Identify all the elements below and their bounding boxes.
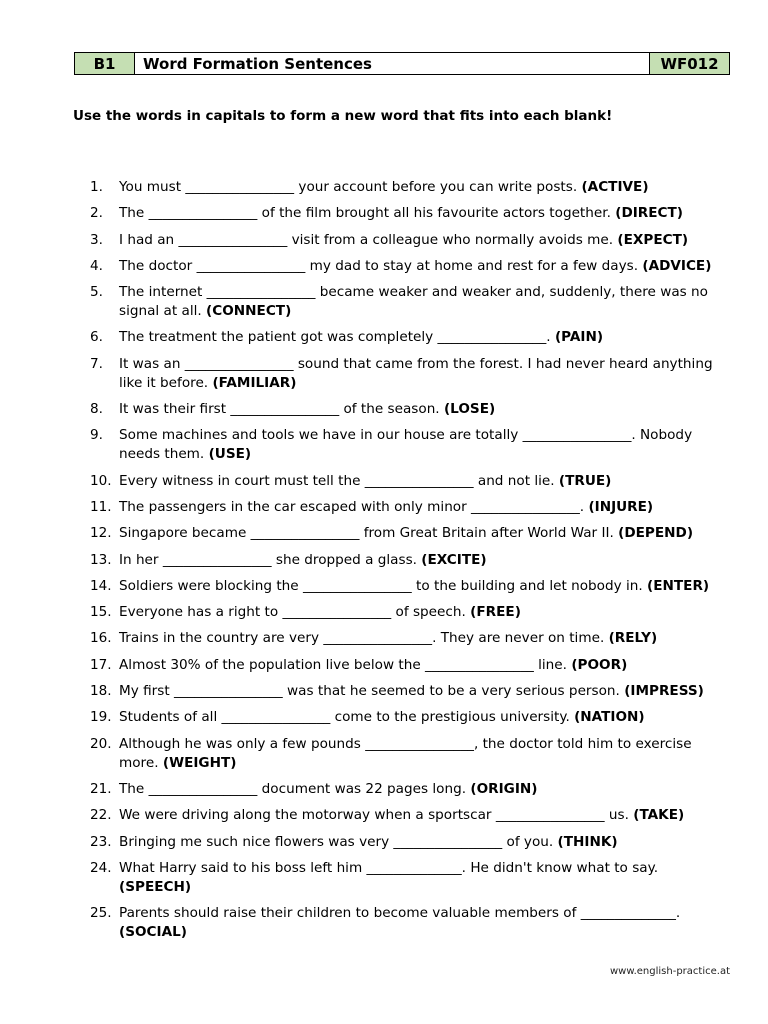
item-cue-word: (IMPRESS) — [624, 683, 704, 700]
item-sentence: Everyone has a right to ________________ of speech. — [119, 604, 471, 621]
item-cue-word: (SPEECH) — [119, 878, 192, 895]
worksheet-title: Word Formation Sentences — [143, 54, 372, 73]
item-number: 5. — [90, 284, 103, 301]
item-number: 6. — [90, 329, 103, 346]
item-number: 14. — [90, 577, 112, 594]
item-text — [119, 780, 730, 799]
item-number: 21. — [90, 780, 112, 797]
item-cue-word: (RELY) — [608, 630, 658, 647]
item-sentence: The passengers in the car escaped with only minor ________________. — [119, 498, 589, 515]
item-sentence: We were driving along the motorway when a sportscar ________________ us. — [119, 807, 634, 824]
item-cue-word: (TRUE) — [558, 472, 612, 489]
item-cue-word: (FAMILIAR) — [212, 374, 297, 391]
item-text — [119, 524, 730, 543]
exercise-item — [90, 472, 730, 491]
exercise-item — [90, 400, 730, 419]
exercise-item — [90, 603, 730, 622]
exercise-item — [90, 682, 730, 701]
item-sentence: The internet ________________ became weaker and weaker and, suddenly, there was no signal at all. — [119, 284, 708, 320]
item-number: 22. — [90, 807, 112, 824]
item-number: 1. — [90, 179, 103, 195]
exercise-item — [90, 283, 730, 321]
item-cue-word: (THINK) — [557, 833, 618, 850]
item-sentence: Bringing me such nice flowers was very ________________ of you. — [119, 833, 558, 850]
item-number: 25. — [90, 905, 112, 922]
item-number: 4. — [90, 257, 103, 274]
item-text — [119, 498, 730, 517]
item-number: 16. — [90, 630, 112, 647]
exercise-item — [90, 355, 730, 393]
exercise-item — [90, 257, 730, 276]
item-number: 23. — [90, 833, 112, 850]
item-cue-word: (PAIN) — [554, 329, 604, 346]
item-sentence: The doctor ________________ my dad to stay at home and rest for a few days. — [119, 257, 643, 274]
item-number: 8. — [90, 401, 103, 418]
instructions: Use the words in capitals to form a new word that fits into each blank! — [73, 108, 613, 124]
item-number: 12. — [90, 525, 112, 542]
exercise-item — [90, 833, 730, 852]
exercise-item — [90, 551, 730, 570]
item-cue-word: (ORIGIN) — [470, 780, 538, 797]
worksheet-code: WF012 — [649, 53, 729, 74]
item-sentence: Soldiers were blocking the ________________ to the building and let nobody in. — [119, 577, 648, 594]
item-text — [119, 283, 730, 321]
item-text — [119, 735, 730, 773]
item-text — [119, 708, 730, 727]
item-number: 11. — [90, 498, 112, 515]
item-cue-word: (ADVICE) — [642, 257, 712, 274]
item-number: 24. — [90, 859, 112, 876]
item-number: 2. — [90, 205, 103, 222]
item-sentence: It was an ________________ sound that came from the forest. I had never heard anything like it before. — [119, 355, 713, 391]
item-number: 7. — [90, 355, 103, 372]
item-cue-word: (FREE) — [470, 604, 521, 621]
item-cue-word: (POOR) — [571, 656, 628, 673]
item-cue-word: (SOCIAL) — [119, 924, 187, 941]
item-sentence: Almost 30% of the population live below the ________________ line. — [119, 656, 572, 673]
item-cue-word: (EXPECT) — [617, 231, 689, 248]
item-sentence: I had an ________________ visit from a colleague who normally avoids me. — [119, 231, 618, 248]
item-sentence: Parents should raise their children to become valuable members of ______________. — [119, 905, 681, 922]
item-sentence: The ________________ document was 22 pages long. — [119, 780, 471, 797]
item-text — [119, 328, 730, 347]
item-sentence: Singapore became ________________ from Great Britain after World War II. — [119, 525, 619, 542]
item-cue-word: (LOSE) — [443, 401, 496, 418]
item-cue-word: (ACTIVE) — [581, 179, 649, 195]
item-number: 17. — [90, 656, 112, 673]
exercise-item — [90, 204, 730, 223]
item-text — [119, 904, 730, 942]
item-sentence: Students of all ________________ come to the prestigious university. — [119, 709, 575, 726]
item-text — [119, 355, 730, 393]
item-sentence: Although he was only a few pounds ________________, the doctor told him to exercise more. — [119, 735, 692, 771]
footer-url: www.english-practice.at — [609, 966, 730, 977]
item-text — [119, 178, 730, 197]
item-sentence: The treatment the patient got was completely ________________. — [119, 329, 555, 346]
item-text — [119, 603, 730, 622]
item-number: 3. — [90, 231, 103, 248]
item-number: 9. — [90, 427, 103, 444]
item-sentence: My first ________________ was that he seemed to be a very serious person. — [119, 683, 625, 700]
item-text — [119, 806, 730, 825]
item-text — [119, 656, 730, 675]
item-text — [119, 833, 730, 852]
item-cue-word: (DIRECT) — [615, 205, 684, 222]
item-text — [119, 231, 730, 250]
item-sentence: Every witness in court must tell the ________________ and not lie. — [119, 472, 559, 489]
item-sentence: The ________________ of the film brought all his favourite actors together. — [119, 205, 616, 222]
item-sentence: It was their first ________________ of the season. — [119, 401, 444, 418]
exercise-item — [90, 498, 730, 517]
exercise-item — [90, 780, 730, 799]
item-number: 13. — [90, 551, 112, 568]
exercise-item — [90, 859, 730, 897]
item-sentence: Some machines and tools we have in our house are totally ________________. Nobody needs them. — [119, 427, 693, 463]
item-text — [119, 577, 730, 596]
item-cue-word: (EXCITE) — [421, 551, 487, 568]
exercise-item — [90, 708, 730, 727]
item-sentence: You must ________________ your account before you can write posts. — [119, 179, 582, 195]
exercise-item — [90, 735, 730, 773]
item-cue-word: (TAKE) — [633, 807, 685, 824]
exercise-item — [90, 524, 730, 543]
item-cue-word: (CONNECT) — [206, 303, 292, 320]
exercise-list — [90, 178, 730, 949]
item-sentence: In her ________________ she dropped a glass. — [119, 551, 422, 568]
item-text — [119, 204, 730, 223]
worksheet-header — [74, 52, 730, 75]
exercise-item — [90, 231, 730, 250]
item-number: 15. — [90, 604, 112, 621]
exercise-item — [90, 806, 730, 825]
item-text — [119, 682, 730, 701]
exercise-item — [90, 656, 730, 675]
exercise-item — [90, 904, 730, 942]
exercise-item — [90, 328, 730, 347]
item-cue-word: (DEPEND) — [618, 525, 694, 542]
item-cue-word: (NATION) — [574, 709, 645, 726]
item-text — [119, 400, 730, 419]
item-text — [119, 426, 730, 464]
item-number: 18. — [90, 683, 112, 700]
item-text — [119, 257, 730, 276]
item-text — [119, 472, 730, 491]
item-text — [119, 551, 730, 570]
item-cue-word: (INJURE) — [588, 498, 654, 515]
exercise-item — [90, 426, 730, 464]
item-number: 10. — [90, 472, 112, 489]
level-cell: B1 — [75, 53, 135, 74]
item-text — [119, 859, 730, 897]
exercise-item — [90, 629, 730, 648]
item-number: 20. — [90, 735, 112, 752]
item-number: 19. — [90, 709, 112, 726]
item-sentence: What Harry said to his boss left him ______________. He didn't know what to say. — [119, 859, 659, 876]
item-cue-word: (ENTER) — [647, 577, 710, 594]
exercise-item — [90, 178, 730, 197]
exercise-item — [90, 577, 730, 596]
item-text — [119, 629, 730, 648]
item-cue-word: (USE) — [208, 446, 252, 463]
item-cue-word: (WEIGHT) — [162, 754, 237, 771]
item-sentence: Trains in the country are very ________________. They are never on time. — [119, 630, 609, 647]
